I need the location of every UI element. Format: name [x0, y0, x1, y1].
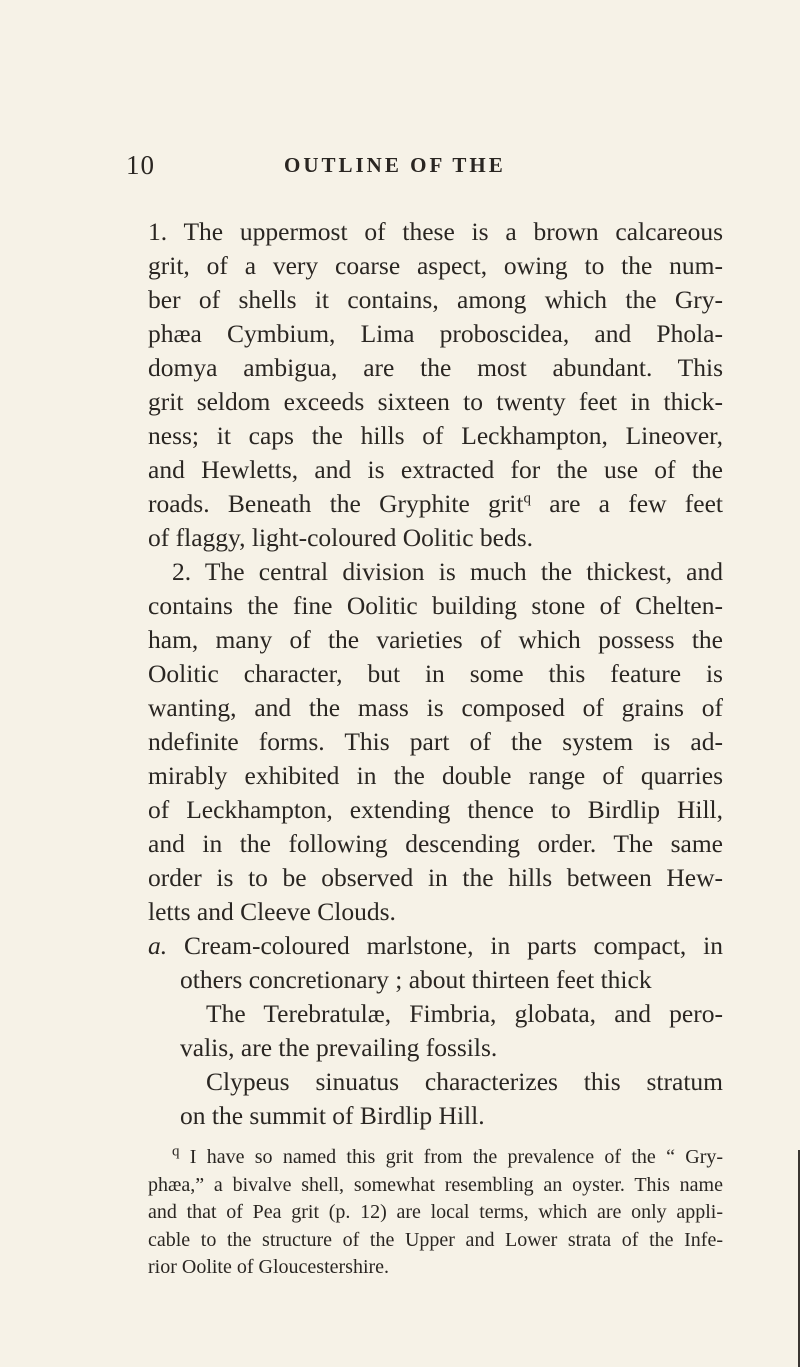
text-line: and in the following descending order. The same	[148, 829, 723, 858]
text-line: grit, of a very coarse aspect, owing to the num-	[148, 251, 723, 280]
text-segment: I have so named this grit from the prevalence of the “ Gry-	[189, 1146, 724, 1168]
page-number: 10	[126, 150, 155, 180]
running-head	[126, 150, 716, 190]
main-text	[148, 215, 723, 1133]
text-line: of Leckhampton, extending thence to Birdlip Hill,	[148, 795, 723, 824]
text-line: 1. The uppermost of these is a brown calcareous	[148, 217, 723, 246]
item-a-line: The Terebratulæ, Fimbria, globata, and pero-	[206, 999, 723, 1028]
item-label: a.	[148, 931, 168, 960]
text-line: domya ambigua, are the most abundant. This	[148, 353, 723, 382]
text-segment: roads. Beneath the Gryphite grit	[148, 489, 524, 518]
item-a-line: valis, are the prevailing fossils.	[180, 1033, 498, 1062]
text-line: wanting, and the mass is composed of grains of	[148, 693, 723, 722]
text-line: mirably exhibited in the double range of quarries	[148, 761, 723, 790]
text-line: ness; it caps the hills of Leckhampton, Lineover,	[148, 421, 723, 450]
text-line: grit seldom exceeds sixteen to twenty feet in thick-	[148, 387, 723, 416]
footnote-line: cable to the structure of the Upper and Lower strata of the Infe-	[148, 1228, 723, 1251]
text-line: ham, many of the varieties of which possess the	[148, 625, 723, 654]
text-line: 2. The central division is much the thickest, and	[172, 557, 723, 586]
item-a-line: others concretionary ; about thirteen feet thick	[180, 965, 652, 994]
footnote-marker: q	[172, 1143, 180, 1160]
text-line: Oolitic character, but in some this feature is	[148, 659, 723, 688]
item-a-line: on the summit of Birdlip Hill.	[180, 1101, 485, 1130]
text-line: of flaggy, light-coloured Oolitic beds.	[148, 523, 534, 552]
running-title: OUTLINE OF THE	[284, 153, 506, 177]
text-segment: are a few feet	[530, 489, 723, 518]
text-segment: Cream-coloured marlstone, in parts compact, in	[184, 931, 724, 960]
text-line: phæa Cymbium, Lima proboscidea, and Phola-	[148, 319, 723, 348]
footnote-reference[interactable]: q	[523, 490, 531, 507]
footnote	[148, 1144, 723, 1282]
item-a-line: Clypeus sinuatus characterizes this stratum	[206, 1067, 723, 1096]
text-line-with-footnote-ref	[148, 487, 723, 521]
text-line: order is to be observed in the hills between Hew-	[148, 863, 723, 892]
footnote-line: and that of Pea grit (p. 12) are local terms, which are only appli-	[148, 1201, 723, 1223]
text-line: and Hewletts, and is extracted for the use of the	[148, 455, 723, 484]
item-a-line	[148, 929, 723, 963]
footnote-line: phæa,” a bivalve shell, somewhat resembling an oyster. This name	[148, 1173, 723, 1196]
footnote-line: rior Oolite of Gloucestershire.	[148, 1256, 390, 1278]
text-line: ber of shells it contains, among which the Gry-	[148, 285, 723, 314]
footnote-line	[148, 1144, 723, 1172]
text-line: contains the fine Oolitic building stone of Chelten-	[148, 591, 723, 620]
text-line: ndefinite forms. This part of the system is ad-	[148, 727, 723, 756]
text-line: letts and Cleeve Clouds.	[148, 897, 396, 926]
